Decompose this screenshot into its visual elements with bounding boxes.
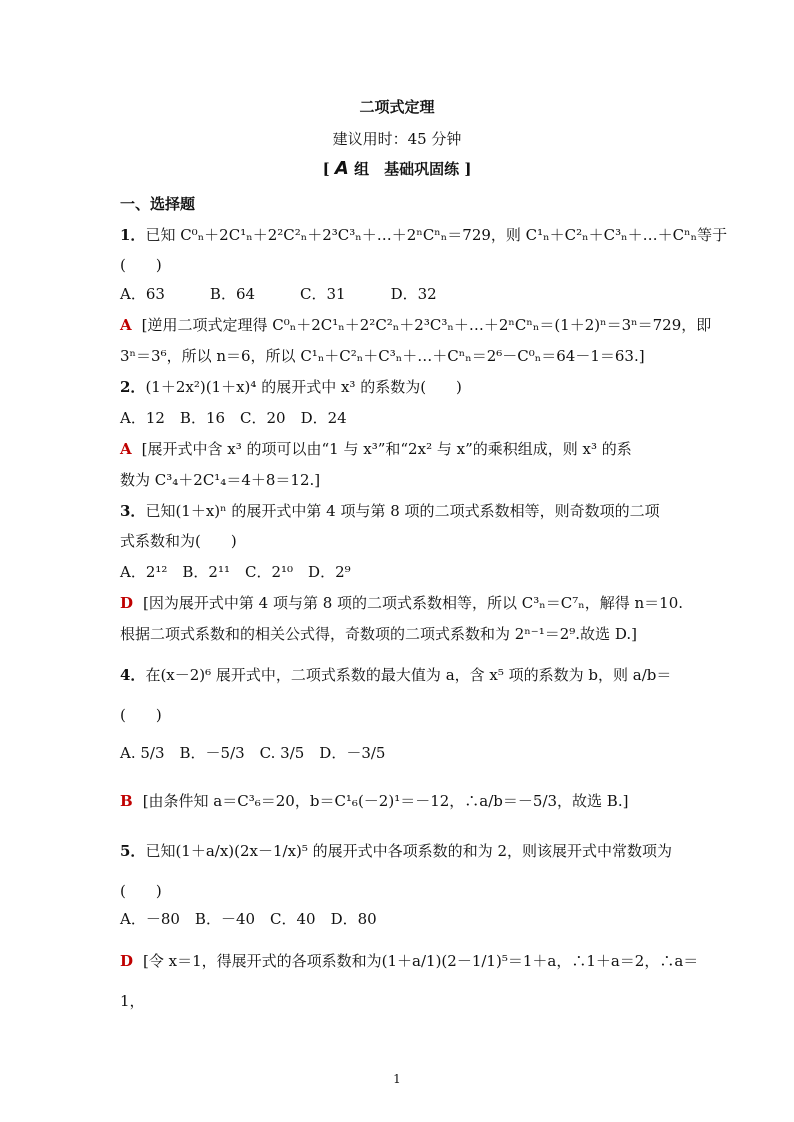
section-heading: 一、选择题 bbox=[120, 195, 196, 213]
answer-5-line-2: 1， bbox=[120, 992, 145, 1010]
question-1-paren: ( ) bbox=[120, 256, 162, 274]
question-5-paren: ( ) bbox=[120, 882, 162, 900]
answer-text: [由条件知 a＝C³₆＝20，b＝C¹₆(－2)¹＝－12，∴a/b＝－5/3，故选 B.] bbox=[142, 792, 629, 810]
answer-letter: A bbox=[120, 440, 132, 458]
question-number: 5． bbox=[120, 842, 146, 860]
question-2-options: A．12 B．16 C．20 D．24 bbox=[120, 409, 347, 427]
answer-letter: D bbox=[120, 952, 134, 970]
group-label: 组 基础巩固练 bbox=[354, 160, 460, 178]
page-title: 二项式定理 bbox=[359, 98, 435, 116]
question-1-stem bbox=[120, 224, 727, 246]
question-number: 4． bbox=[120, 666, 146, 684]
question-text: 已知 C⁰ₙ＋2C¹ₙ＋2²C²ₙ＋2³C³ₙ＋…＋2ⁿCⁿₙ＝729，则 C¹ₙ＋C²ₙ＋C³ₙ＋…＋Cⁿₙ等于 bbox=[145, 226, 728, 244]
question-text: 已知(1＋a/x)(2x－1/x)⁵ 的展开式中各项系数的和为 2，则该展开式中常数项为 bbox=[145, 842, 673, 860]
answer-letter: D bbox=[120, 594, 134, 612]
group-badge: A bbox=[334, 158, 349, 179]
question-text: (1＋2x²)(1＋x)⁴ 的展开式中 x³ 的系数为( ) bbox=[145, 378, 462, 396]
answer-2-line-2: 数为 C³₄＋2C¹₄＝4＋8＝12.] bbox=[120, 471, 321, 489]
question-5-stem bbox=[120, 840, 672, 862]
question-1-options: A．63 B．64 C．31 D．32 bbox=[120, 285, 437, 303]
answer-letter: A bbox=[120, 316, 132, 334]
group-heading bbox=[0, 158, 794, 179]
question-5-options: A．－80 B．－40 C．40 D．80 bbox=[120, 910, 377, 928]
question-text: 在(x－2)⁶ 展开式中，二项式系数的最大值为 a，含 x⁵ 项的系数为 b，则 a/b＝ bbox=[145, 666, 672, 684]
question-3-options: A．2¹² B．2¹¹ C．2¹⁰ D．2⁹ bbox=[120, 563, 351, 581]
bracket-right: ] bbox=[464, 160, 472, 178]
answer-5-line-1 bbox=[120, 950, 698, 972]
question-2-stem bbox=[120, 376, 462, 398]
answer-text: [展开式中含 x³ 的项可以由“1 与 x³”和“2x² 与 x”的乘积组成，则 x³ 的系 bbox=[141, 440, 632, 458]
question-4-paren: ( ) bbox=[120, 706, 162, 724]
answer-1-line-2: 3ⁿ＝3⁶，所以 n＝6，所以 C¹ₙ＋C²ₙ＋C³ₙ＋…＋Cⁿₙ＝2⁶－C⁰ₙ＝64－1＝63.] bbox=[120, 347, 645, 365]
answer-3-line-1 bbox=[120, 592, 683, 614]
page-number: 1 bbox=[393, 1072, 401, 1086]
bracket-left: [ bbox=[322, 160, 330, 178]
answer-text: [令 x＝1，得展开式的各项系数和为(1＋a/1)(2－1/1)⁵＝1＋a，∴1＋a＝2，∴a＝ bbox=[143, 952, 699, 970]
question-number: 1． bbox=[120, 226, 146, 244]
question-number: 2． bbox=[120, 378, 146, 396]
answer-text: [逆用二项式定理得 C⁰ₙ＋2C¹ₙ＋2²C²ₙ＋2³C³ₙ＋…＋2ⁿCⁿₙ＝(1＋2)ⁿ＝3ⁿ＝729，即 bbox=[141, 316, 712, 334]
question-3-stem bbox=[120, 500, 660, 522]
answer-1-line-1 bbox=[120, 314, 711, 336]
question-text: 已知(1＋x)ⁿ 的展开式中第 4 项与第 8 项的二项式系数相等，则奇数项的二项 bbox=[145, 502, 660, 520]
answer-3-line-2: 根据二项式系数和的相关公式得，奇数项的二项式系数和为 2ⁿ⁻¹＝2⁹.故选 D.] bbox=[120, 625, 637, 643]
answer-letter: B bbox=[120, 792, 133, 810]
question-4-stem bbox=[120, 664, 671, 686]
answer-4-line-1 bbox=[120, 790, 628, 812]
question-4-options: A. 5/3 B．－5/3 C. 3/5 D．－3/5 bbox=[120, 744, 386, 762]
suggested-time: 建议用时：45 分钟 bbox=[332, 130, 462, 148]
question-3-stem-cont: 式系数和为( ) bbox=[120, 532, 237, 550]
question-number: 3． bbox=[120, 502, 146, 520]
answer-text: [因为展开式中第 4 项与第 8 项的二项式系数相等，所以 C³ₙ＝C⁷ₙ，解得 n＝10. bbox=[143, 594, 684, 612]
answer-2-line-1 bbox=[120, 438, 632, 460]
